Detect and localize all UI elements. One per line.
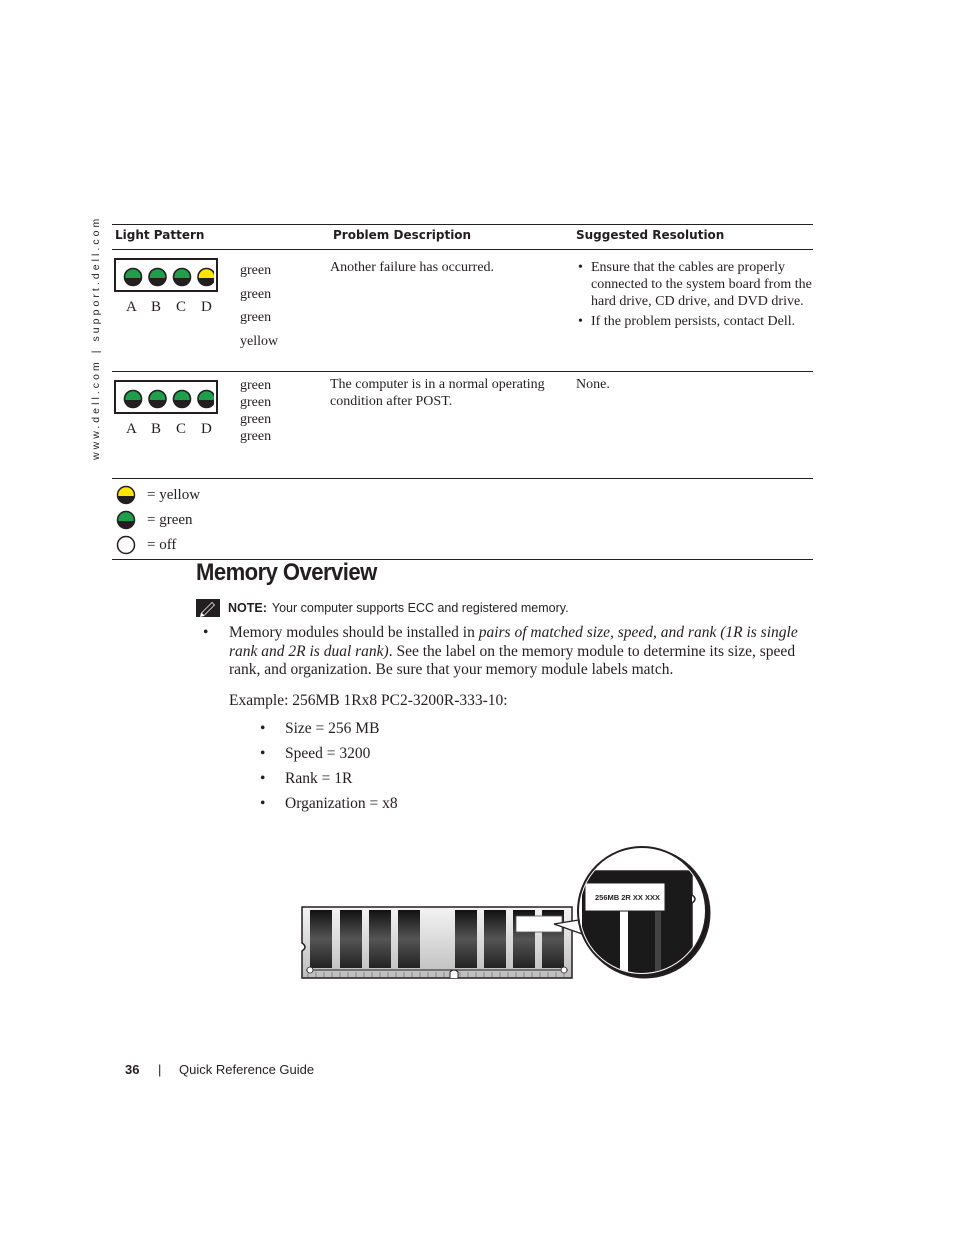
note-text: Your computer supports ECC and registered memory. — [271, 601, 569, 615]
legend-row — [112, 479, 813, 560]
header-resolution: Suggested Resolution — [573, 225, 813, 250]
memory-text — [203, 624, 813, 820]
legend — [113, 480, 812, 558]
resolution-cell: None. — [573, 372, 813, 479]
light-pattern-cell — [112, 250, 330, 372]
legend-off — [116, 535, 176, 555]
legend-label: = off — [147, 536, 177, 553]
led-letter: D — [201, 421, 212, 437]
table-row — [112, 250, 813, 372]
yellow-led-icon — [198, 269, 214, 287]
list-item: • Organization = x8 — [260, 795, 813, 820]
page-number: 36 — [125, 1062, 140, 1077]
note-pencil-icon — [196, 598, 220, 618]
legend-cell — [112, 479, 813, 560]
led-letter: C — [176, 421, 187, 437]
green-led-icon — [116, 510, 136, 530]
green-led-icon — [174, 269, 191, 287]
off-led-icon — [116, 535, 136, 555]
sidebar-url-text: www.dell.com | support.dell.com — [90, 215, 102, 460]
table-row — [112, 372, 813, 479]
color-label: green — [240, 286, 272, 302]
legend-label: = green — [147, 511, 193, 528]
light-pattern-table — [112, 224, 813, 560]
list-item: • Rank = 1R — [260, 770, 813, 795]
green-led-icon — [125, 269, 142, 287]
yellow-led-icon — [116, 485, 136, 505]
sidebar-url — [80, 215, 102, 460]
color-label: yellow — [240, 333, 279, 349]
green-led-icon — [149, 391, 166, 409]
footer-guide-title: Quick Reference Guide — [179, 1062, 315, 1077]
color-list — [240, 377, 271, 445]
color-label: green — [240, 378, 272, 393]
resolution-cell — [573, 250, 813, 372]
legend-green — [116, 510, 193, 530]
green-led-icon — [174, 391, 191, 409]
list-item: • Speed = 3200 — [260, 745, 813, 770]
led-panel — [114, 380, 218, 414]
led-letters — [126, 421, 226, 438]
legend-label: = yellow — [147, 486, 201, 503]
green-led-icon — [149, 269, 166, 287]
color-label: green — [240, 412, 272, 427]
color-list — [240, 259, 278, 353]
green-led-icon — [198, 391, 214, 409]
footer-separator: | — [158, 1062, 162, 1077]
note — [196, 598, 569, 618]
led-letter: B — [151, 299, 162, 315]
led-letter: A — [126, 299, 137, 315]
light-pattern-cell — [112, 372, 330, 479]
list-item: • Memory modules should be installed in pairs of matched size, speed, and rank (1R is single rank and 2R is dual rank). See the label on the memory module to determine its size, speed rank, and organization. Be sure that your memory module labels match. — [203, 624, 798, 678]
note-label: NOTE: — [228, 601, 267, 615]
bullet-text-italic: pairs of matched size, speed, and rank (1R is single rank and 2R is dual rank) — [229, 624, 798, 660]
example-line: Example: 256MB 1Rx8 PC2-3200R-333-10: — [229, 691, 508, 709]
bullet-text-post: . See the label on the memory module to determine its size, speed rank, and organization. Be sure that your memory module labels match. — [229, 642, 796, 678]
header-light-pattern: Light Pattern — [112, 225, 330, 250]
led-letter: C — [176, 299, 187, 315]
led-indicators — [122, 388, 214, 410]
memory-module-illustration — [300, 843, 720, 983]
led-letter: A — [126, 421, 137, 437]
header-problem: Problem Description — [330, 225, 573, 250]
problem-description: The computer is in a normal operating condition after POST. — [330, 372, 573, 479]
led-letter: B — [151, 421, 162, 437]
color-label: green — [240, 310, 272, 325]
color-label: green — [240, 263, 272, 278]
list-item: • Size = 256 MB — [260, 720, 813, 745]
color-label: green — [240, 395, 272, 410]
color-label: green — [240, 429, 272, 444]
led-indicators — [122, 266, 214, 288]
resolution-item: • If the problem persists, contact Dell. — [591, 313, 812, 330]
resolution-item: • Ensure that the cables are properly connected to the system board from the hard drive, CD drive, and DVD drive. — [591, 259, 812, 310]
green-led-icon — [125, 391, 142, 409]
problem-description: Another failure has occurred. — [330, 250, 573, 372]
section-title: Memory Overview — [196, 559, 377, 586]
led-letter: D — [201, 299, 212, 315]
led-letters — [126, 299, 226, 316]
module-label-text: 256MB 2R XX XXX — [595, 893, 661, 902]
led-panel — [114, 258, 218, 292]
bullet-text-pre: Memory modules should be installed in — [229, 624, 479, 641]
example-list — [260, 720, 813, 820]
legend-yellow — [116, 485, 200, 505]
